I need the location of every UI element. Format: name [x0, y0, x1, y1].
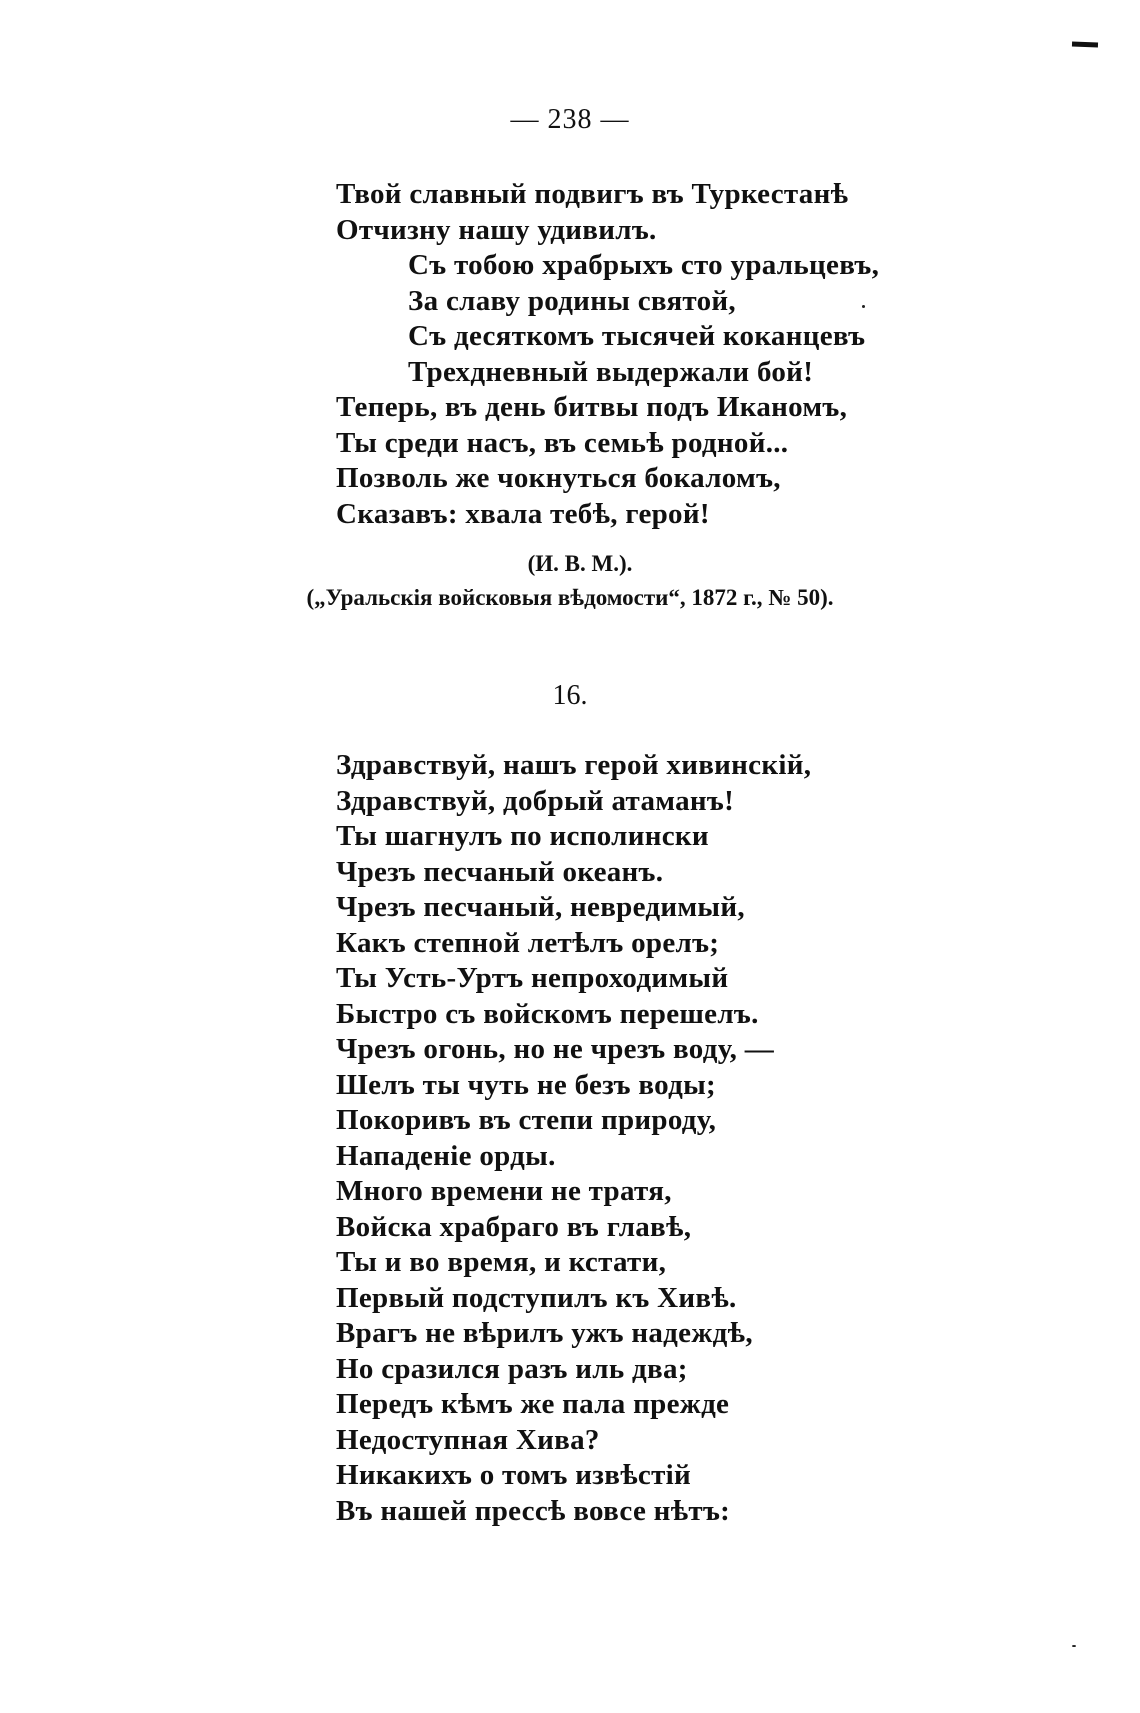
poem-line: Позволь же чокнуться бокаломъ,: [336, 462, 781, 494]
poem-line: Но сразился разъ иль два;: [336, 1352, 688, 1385]
poem-line: Передъ кѣмъ же пала прежде: [336, 1388, 730, 1420]
poem-line: Отчизну нашу удивилъ.: [336, 213, 657, 246]
attribution-author: (И. В. М.).: [527, 551, 633, 576]
poem-line: Здравствуй, нашъ герой хивинскій,: [336, 749, 812, 781]
poem-line: Чрезъ песчаный океанъ.: [336, 855, 664, 888]
page-number: — 238 —: [510, 104, 630, 135]
poem-line: Недоступная Хива?: [336, 1423, 600, 1456]
poem-line: Войска храбраго въ главѣ,: [336, 1210, 692, 1243]
poem-line: Шелъ ты чуть не безъ воды;: [336, 1068, 716, 1101]
poem-line: Ты Усть-Уртъ непроходимый: [336, 962, 729, 994]
poem-line: Врагъ не вѣрилъ ужъ надеждѣ,: [336, 1317, 753, 1349]
poem-main: [336, 748, 811, 1529]
poem-line: Съ тобою храбрыхъ сто уральцевъ,: [408, 249, 880, 281]
poem-line: Какъ степной летѣлъ орелъ;: [336, 926, 720, 959]
section-number: 16.: [552, 680, 588, 711]
poem-line: Ты шагнулъ по исполински: [336, 820, 709, 852]
poem-line: Ты среди насъ, въ семьѣ родной...: [336, 426, 789, 459]
poem-line: Нападеніе орды.: [336, 1139, 556, 1172]
poem-line: Первый подступилъ къ Хивѣ.: [336, 1281, 737, 1314]
poem-line: Быстро съ войскомъ перешелъ.: [336, 997, 759, 1030]
poem-top: [336, 177, 879, 532]
attribution-source: („Уральскія войсковыя вѣдомости“, 1872 г., № 50).: [306, 585, 834, 610]
poem-line: Никакихъ о томъ извѣстій: [336, 1459, 691, 1491]
poem-line: Ты и во время, и кстати,: [336, 1246, 667, 1278]
scan-speck: [1072, 1645, 1076, 1647]
poem-line: Чрезъ песчаный, невредимый,: [336, 891, 745, 923]
poem-line: Трехдневный выдержали бой!: [408, 355, 814, 388]
poem-line: Здравствуй, добрый атаманъ!: [336, 784, 735, 817]
poem-line: Покоривъ въ степи природу,: [336, 1104, 717, 1136]
poem-line: Чрезъ огонь, но не чрезъ воду, —: [336, 1033, 775, 1065]
poem-line: За славу родины святой,: [408, 284, 736, 317]
scan-speck: [862, 305, 865, 308]
page-edge-mark: [1072, 42, 1098, 48]
poem-line: Сказавъ: хвала тебѣ, герой!: [336, 497, 710, 530]
poem-line: Съ десяткомъ тысячей коканцевъ: [408, 320, 866, 352]
poem-line: Много времени не тратя,: [336, 1175, 672, 1207]
poem-line: Твой славный подвигъ въ Туркестанѣ: [336, 178, 849, 210]
poem-line: Въ нашей прессѣ вовсе нѣтъ:: [336, 1494, 731, 1527]
poem-line: Теперь, въ день битвы подъ Иканомъ,: [336, 391, 848, 423]
